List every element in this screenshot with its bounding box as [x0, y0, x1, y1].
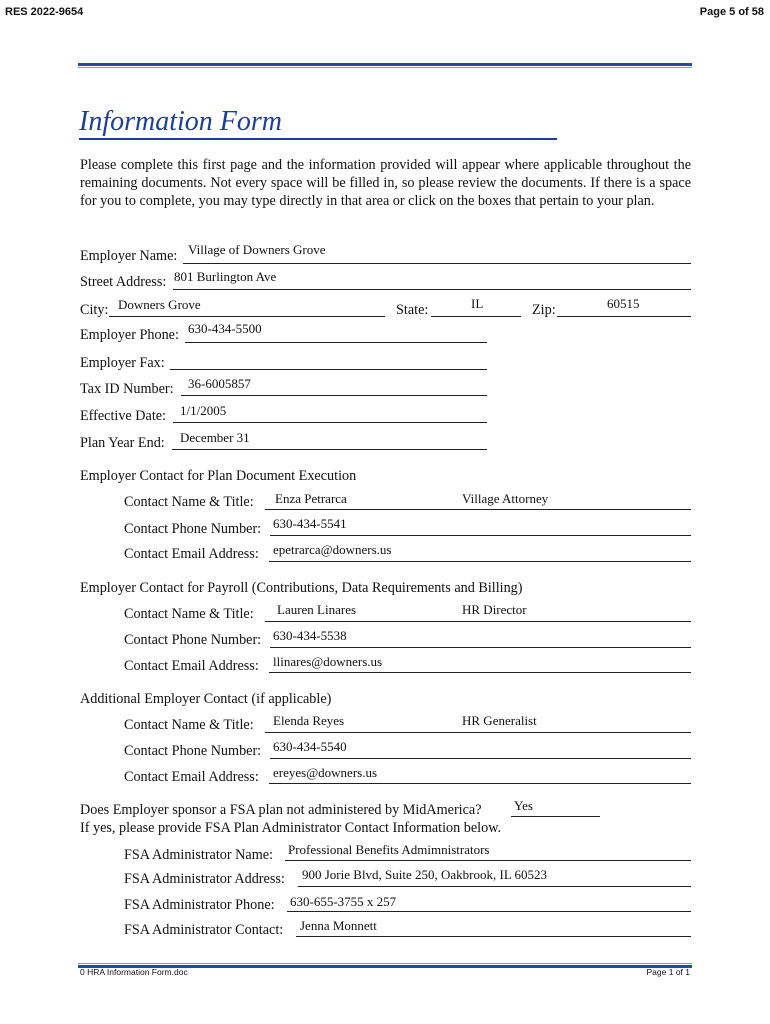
employer-fax-field[interactable]	[170, 369, 487, 370]
contact-name-title-line	[265, 621, 691, 622]
doc-contact-email-field[interactable]: epetrarca@downers.us	[273, 542, 392, 557]
fsa-phone-line	[287, 911, 691, 912]
effective-date-field[interactable]: 1/1/2005	[180, 403, 227, 418]
payroll-contact-name-field[interactable]: Lauren Linares	[277, 602, 357, 617]
fsa-contact-line	[296, 936, 691, 937]
section-plan-document-contact: Employer Contact for Plan Document Execution	[80, 468, 357, 484]
section-payroll-contact: Employer Contact for Payroll (Contributions, Data Requirements and Billing)	[80, 580, 523, 596]
contact-phone-line	[270, 535, 691, 536]
tax-id-line	[181, 395, 487, 396]
contact-email-line	[269, 672, 691, 673]
payroll-contact-title-field[interactable]: HR Director	[462, 602, 527, 617]
fsa-address-label: FSA Administrator Address:	[124, 871, 285, 887]
fsa-answer-line	[511, 816, 600, 817]
fsa-answer-field[interactable]: Yes	[514, 798, 533, 813]
additional-contact-name-field[interactable]: Elenda Reyes	[273, 713, 345, 728]
page-title: Information Form	[79, 106, 282, 137]
fsa-address-field[interactable]: 900 Jorie Blvd, Suite 250, Oakbrook, IL 60523	[302, 867, 548, 882]
contact-email-line	[269, 561, 691, 562]
employer-phone-line	[185, 342, 487, 343]
employer-name-label: Employer Name:	[80, 248, 178, 264]
footer-page-number: Page 1 of 1	[646, 967, 690, 977]
street-address-line	[173, 289, 691, 290]
employer-phone-label: Employer Phone:	[80, 327, 179, 343]
contact-email-label: Contact Email Address:	[124, 769, 259, 785]
fsa-address-line	[298, 886, 691, 887]
fsa-phone-label: FSA Administrator Phone:	[124, 897, 275, 913]
additional-contact-phone-field[interactable]: 630-434-5540	[273, 739, 347, 754]
employer-name-line	[183, 263, 691, 264]
contact-email-label: Contact Email Address:	[124, 546, 259, 562]
doc-contact-name-field[interactable]: Enza Petrarca	[275, 491, 347, 506]
plan-year-end-field[interactable]: December 31	[180, 430, 250, 445]
page-number: Page 5 of 58	[699, 6, 764, 18]
fsa-name-label: FSA Administrator Name:	[124, 847, 273, 863]
city-label: City:	[80, 302, 109, 318]
fsa-question: Does Employer sponsor a FSA plan not administered by MidAmerica?	[80, 802, 482, 818]
employer-phone-field[interactable]: 630-434-5500	[188, 321, 262, 336]
section-additional-contact: Additional Employer Contact (if applicable)	[80, 691, 332, 707]
fsa-name-line	[285, 860, 691, 861]
contact-phone-line	[270, 647, 691, 648]
contact-name-title-label: Contact Name & Title:	[124, 494, 254, 510]
plan-year-end-line	[172, 449, 487, 450]
employer-name-field[interactable]: Village of Downers Grove	[188, 242, 326, 257]
contact-name-title-label: Contact Name & Title:	[124, 717, 254, 733]
additional-contact-email-field[interactable]: ereyes@downers.us	[273, 765, 378, 780]
state-line	[431, 316, 521, 317]
contact-name-title-line	[265, 732, 691, 733]
zip-field[interactable]: 60515	[607, 296, 640, 311]
doc-contact-title-field[interactable]: Village Attorney	[462, 491, 549, 506]
contact-phone-label: Contact Phone Number:	[124, 632, 262, 648]
fsa-contact-label: FSA Administrator Contact:	[124, 922, 284, 938]
tax-id-label: Tax ID Number:	[80, 381, 174, 397]
state-field[interactable]: IL	[471, 296, 484, 311]
zip-label: Zip:	[532, 302, 556, 318]
title-underline	[79, 138, 557, 140]
fsa-phone-field[interactable]: 630-655-3755 x 257	[290, 894, 397, 909]
header-rule	[78, 63, 692, 68]
contact-name-title-line	[265, 509, 691, 510]
footer-filename: 0 HRA Information Form.doc	[80, 967, 188, 977]
intro-paragraph: Please complete this first page and the information provided will appear where applicable throughout the remaining documents. Not every space will be filled in, so please review the documents. If there is a space for you to complete, you may type directly in that area or click on the boxes that pertain to your plan.	[80, 157, 691, 210]
contact-name-title-label: Contact Name & Title:	[124, 606, 254, 622]
contact-phone-line	[270, 758, 691, 759]
street-address-label: Street Address:	[80, 274, 167, 290]
payroll-contact-phone-field[interactable]: 630-434-5538	[273, 628, 347, 643]
contact-phone-label: Contact Phone Number:	[124, 743, 262, 759]
effective-date-label: Effective Date:	[80, 408, 166, 424]
additional-contact-title-field[interactable]: HR Generalist	[462, 713, 537, 728]
payroll-contact-email-field[interactable]: llinares@downers.us	[273, 654, 383, 669]
tax-id-field[interactable]: 36-6005857	[188, 376, 251, 391]
contact-phone-label: Contact Phone Number:	[124, 521, 262, 537]
street-address-field[interactable]: 801 Burlington Ave	[174, 269, 277, 284]
zip-line	[557, 316, 691, 317]
effective-date-line	[173, 422, 487, 423]
fsa-name-field[interactable]: Professional Benefits Admimnistrators	[288, 842, 490, 857]
doc-contact-phone-field[interactable]: 630-434-5541	[273, 516, 347, 531]
contact-email-label: Contact Email Address:	[124, 658, 259, 674]
fsa-contact-field[interactable]: Jenna Monnett	[300, 918, 377, 933]
contact-email-line	[269, 783, 691, 784]
state-label: State:	[396, 302, 429, 318]
employer-fax-label: Employer Fax:	[80, 355, 165, 371]
fsa-instruction: If yes, please provide FSA Plan Administrator Contact Information below.	[80, 820, 502, 836]
document-id: RES 2022-9654	[5, 6, 84, 18]
city-field[interactable]: Downers Grove	[118, 297, 201, 312]
plan-year-end-label: Plan Year End:	[80, 435, 165, 451]
city-line	[109, 316, 385, 317]
